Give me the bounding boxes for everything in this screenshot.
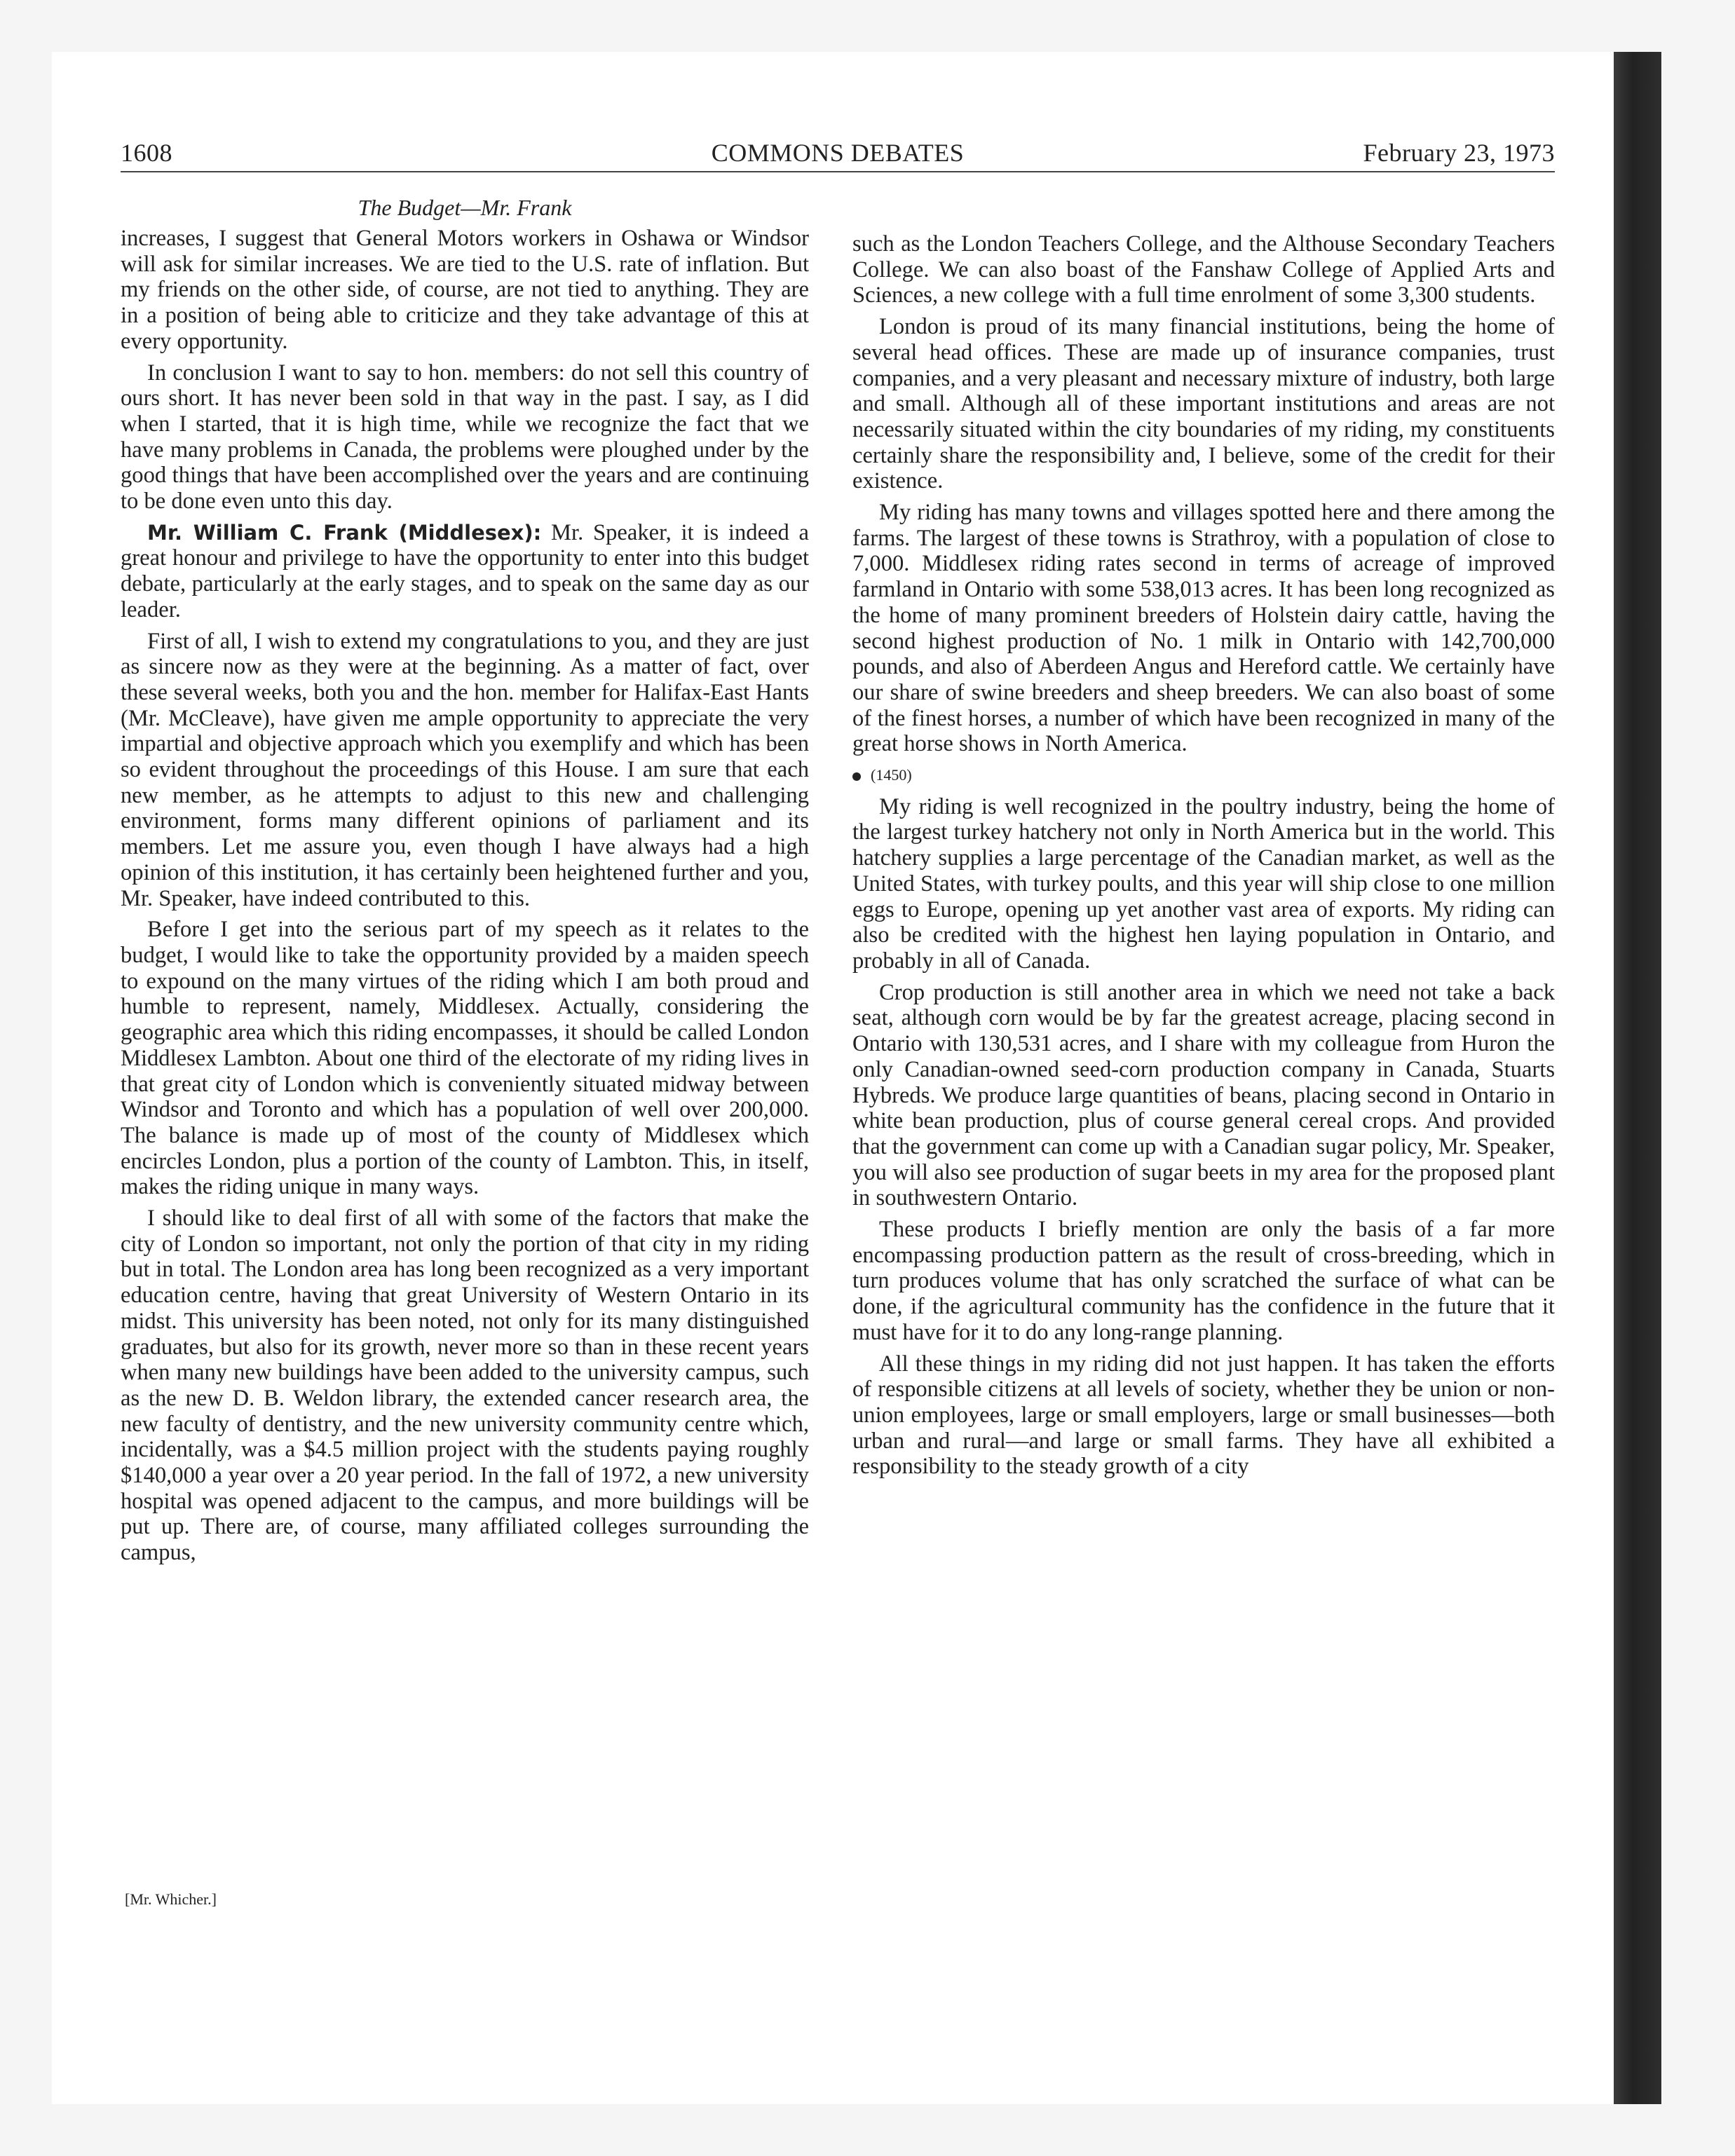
paragraph: I should like to deal first of all with some of the factors that make the city of London so important, not only the portion of that city in my riding but in total. The London area has long been recognized as a very important education centre, having that great University of Western Ontario in its midst. This university has been noted, not only for its many distinguished graduates, but also for its growth, never more so than in these recent years when many new buildings have been added to the university campus, such as the new D. B. Weldon library, the extended cancer research area, the new faculty of dentistry, and the new university community centre which, incidentally, was a $4.5 million project with the students paying roughly $140,000 a year over a 20 year period. In the fall of 1972, a new university hospital was opened adjacent to the campus, and more buildings will be put up. There are, of course, many affiliated colleges surrounding the campus, xyxy=(121,1206,809,1566)
paragraph: London is proud of its many financial institutions, being the home of several head offices. These are made up of insurance companies, trust companies, and a very pleasant and necessary mixture of industry, both large and small. Although all of these important institutions and areas are not necessarily situated within the city boundaries of my riding, my constituents certainly share the responsibility and, I believe, some of the credit for their existence. xyxy=(852,314,1555,494)
time-marker xyxy=(852,763,1555,789)
left-column xyxy=(121,226,809,1571)
paragraph: All these things in my riding did not just happen. It has taken the efforts of responsible citizens at all levels of society, whether they be union or non-union employees, large or small employers, large or small businesses—both urban and rural—and large or small farms. They have all exhibited a responsibility to the steady growth of a city xyxy=(852,1351,1555,1480)
running-header xyxy=(121,137,1555,172)
speaker-paragraph xyxy=(121,520,809,623)
paragraph: Before I get into the serious part of my speech as it relates to the budget, I would like to take the opportunity provided by a maiden speech to expound on the many virtues of the riding which I am both proud and humble to represent, namely, Middlesex. Actually, considering the geographic area which this riding encompasses, it should be called London Middlesex Lambton. About one third of the electorate of my riding lives in that great city of London which is conveniently situated midway between Windsor and Toronto and which has a population of well over 200,000. The balance is made up of most of the county of Middlesex which encircles London, plus a portion of the county of Lambton. This, in itself, makes the riding unique in many ways. xyxy=(121,917,809,1200)
scan-edge-shadow xyxy=(1614,52,1661,2104)
bullet-icon xyxy=(852,772,861,781)
speech-text: Mr. Speaker, it is indeed a great honour and privilege to have the opportunity to enter into this budget debate, particularly at the early stages, and to speak on the same day as our leader. xyxy=(121,519,810,622)
section-subhead: The Budget—Mr. Frank xyxy=(358,195,572,220)
paragraph: These products I briefly mention are only the basis of a far more encompassing production pattern as the result of cross-breeding, which in turn produces volume that has only scratched the surface of what can be done, if the agricultural community has the confidence in the future that it must have for it to do any long-range planning. xyxy=(852,1217,1555,1345)
right-column xyxy=(852,231,1555,1485)
paragraph: First of all, I wish to extend my congratulations to you, and they are just as sincere now as they were at the beginning. As a matter of fact, over these several weeks, both you and the hon. member for Halifax-East Hants (Mr. McCleave), have given me ample opportunity to appreciate the very impartial and objective approach which you exemplify and which has been so evident throughout the proceedings of this House. I am sure that each new member, as he attempts to adjust to this new and challenging environment, forms many different opinions of parliament and its members. Let me assure you, even though I have always had a high opinion of this institution, it has certainly been heightened further and you, Mr. Speaker, have indeed contributed to this. xyxy=(121,628,809,911)
paragraph: such as the London Teachers College, and the Althouse Secondary Teachers College. We can also boast of the Fanshaw College of Applied Arts and Sciences, a new college with a full time enrolment of some 3,300 students. xyxy=(852,231,1555,308)
paragraph: My riding is well recognized in the poultry industry, being the home of the largest turkey hatchery not only in North America but in the world. This hatchery supplies a large percentage of the Canadian market, as well as the United States, with turkey poults, and this year will ship close to one million eggs to Europe, opening up yet another vast area of exports. My riding can also be credited with the highest hen laying population in Ontario, and probably in all of Canada. xyxy=(852,793,1555,974)
paragraph: My riding has many towns and villages spotted here and there among the farms. The largest of these towns is Strathroy, with a population of close to 7,000. Middlesex riding rates second in terms of acreage of improved farmland in Ontario with some 538,013 acres. It has been long recognized as the home of many prominent breeders of Holstein dairy cattle, having the second highest production of No. 1 milk in Ontario with 142,700,000 pounds, and also of Aberdeen Angus and Hereford cattle. We certainly have our share of swine breeders and sheep breeders. We can also boast of some of the finest horses, a number of which have been recognized in many of the great horse shows in North America. xyxy=(852,500,1555,757)
page-number: 1608 xyxy=(121,139,172,167)
paragraph: increases, I suggest that General Motors workers in Oshawa or Windsor will ask for similar increases. We are tied to the U.S. rate of inflation. But my friends on the other side, of course, are not tied to anything. They are in a position of being able to criticize and they take advantage of this at every opportunity. xyxy=(121,226,809,354)
publication-title: COMMONS DEBATES xyxy=(711,139,965,167)
paragraph: In conclusion I want to say to hon. members: do not sell this country of ours short. It has never been sold in that way in the past. I say, as I did when I started, that it is high time, while we recognize the fact that we have many problems in Canada, the problems were ploughed under by the good things that have been accomplished over the years and are continuing to be done even unto this day. xyxy=(121,360,809,514)
issue-date: February 23, 1973 xyxy=(1363,139,1555,167)
paragraph: Crop production is still another area in which we need not take a back seat, although corn would be by far the greatest acreage, placing second in Ontario with 130,531 acres, and I share with my colleague from Huron the only Canadian-owned seed-corn production company in Canada, Stuarts Hybreds. We produce large quantities of beans, placing second in Ontario in white bean production, plus of course general cereal crops. And provided that the government can come up with a Canadian sugar policy, Mr. Speaker, you will also see production of sugar beets in my area for the proposed plant in southwestern Ontario. xyxy=(852,979,1555,1211)
footnote: [Mr. Whicher.] xyxy=(125,1890,217,1908)
time-marker-text: (1450) xyxy=(871,766,912,784)
speaker-name: Mr. William C. Frank (Middlesex): xyxy=(147,520,542,545)
